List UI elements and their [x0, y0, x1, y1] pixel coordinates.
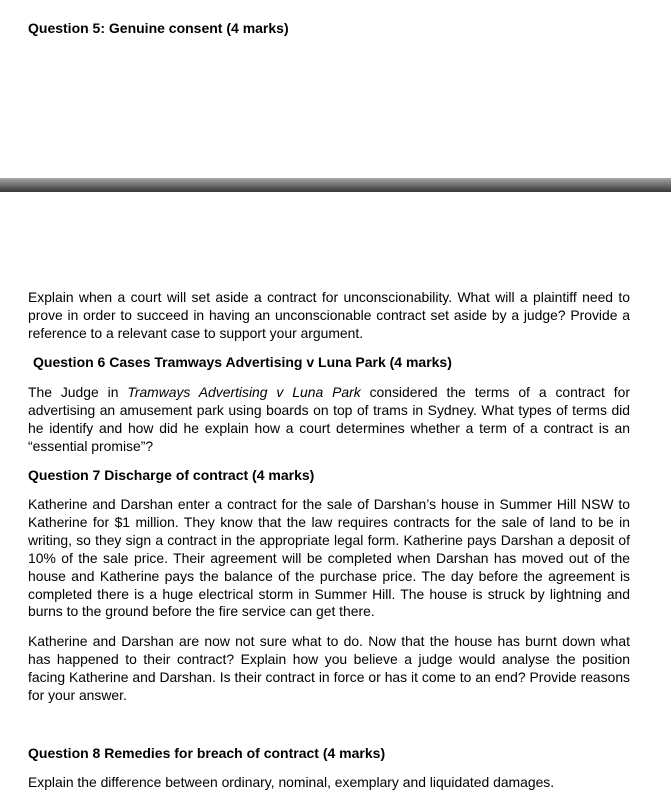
case-name: Tramways Advertising v Luna Park: [127, 384, 361, 400]
question-5-heading: Question 5: Genuine consent (4 marks): [28, 20, 289, 36]
question-8-body: Explain the difference between ordinary, nominal, exemplary and liquidated damages.: [28, 774, 555, 790]
question-6-body: [28, 384, 630, 456]
question-7-paragraph-1: Katherine and Darshan enter a contract for the sale of Darshan’s house in Summer Hill NSW to Katherine for $1 million. They know that the law requires contracts for the sale of land to be in writing, so they sign a contract in the appropriate legal form. Katherine pays Darshan a deposit of 10% of the sale price. Their agreement will be completed when Darshan has moved out of the house and Katherine pays the balance of the purchase price. The day before the agreement is completed there is a huge electrical storm in Summer Hill. The house is struck by lightning and burns to the ground before the fire service can get there.: [28, 496, 630, 620]
question-8-heading: Question 8 Remedies for breach of contract (4 marks): [28, 745, 386, 761]
question-6-heading: Question 6 Cases Tramways Advertising v Luna Park (4 marks): [33, 354, 452, 370]
question-7-heading: Question 7 Discharge of contract (4 marks): [28, 467, 315, 483]
question-6-body-pre: The Judge in: [28, 384, 128, 400]
question-6-body-post: considered the terms of a contract for advertising an amusement park using boards on top of trams in Sydney. What types of terms did he identify and how did he explain how a court determines whether a term of a contract is an “essential promise”?: [28, 384, 631, 454]
question-5-body: Explain when a court will set aside a contract for unconscionability. What will a plaintiff need to prove in order to succeed in having an unconscionable contract set aside by a judge? Provide a reference to a relevant case to support your argument.: [28, 289, 630, 341]
page-divider: [0, 178, 671, 192]
question-7-paragraph-2: Katherine and Darshan are now not sure what to do. Now that the house has burnt down what has happened to their contract? Explain how you believe a judge would analyse the position facing Katherine and Darshan. Is their contract in force or has it come to an end? Provide reasons for your answer.: [28, 633, 630, 703]
